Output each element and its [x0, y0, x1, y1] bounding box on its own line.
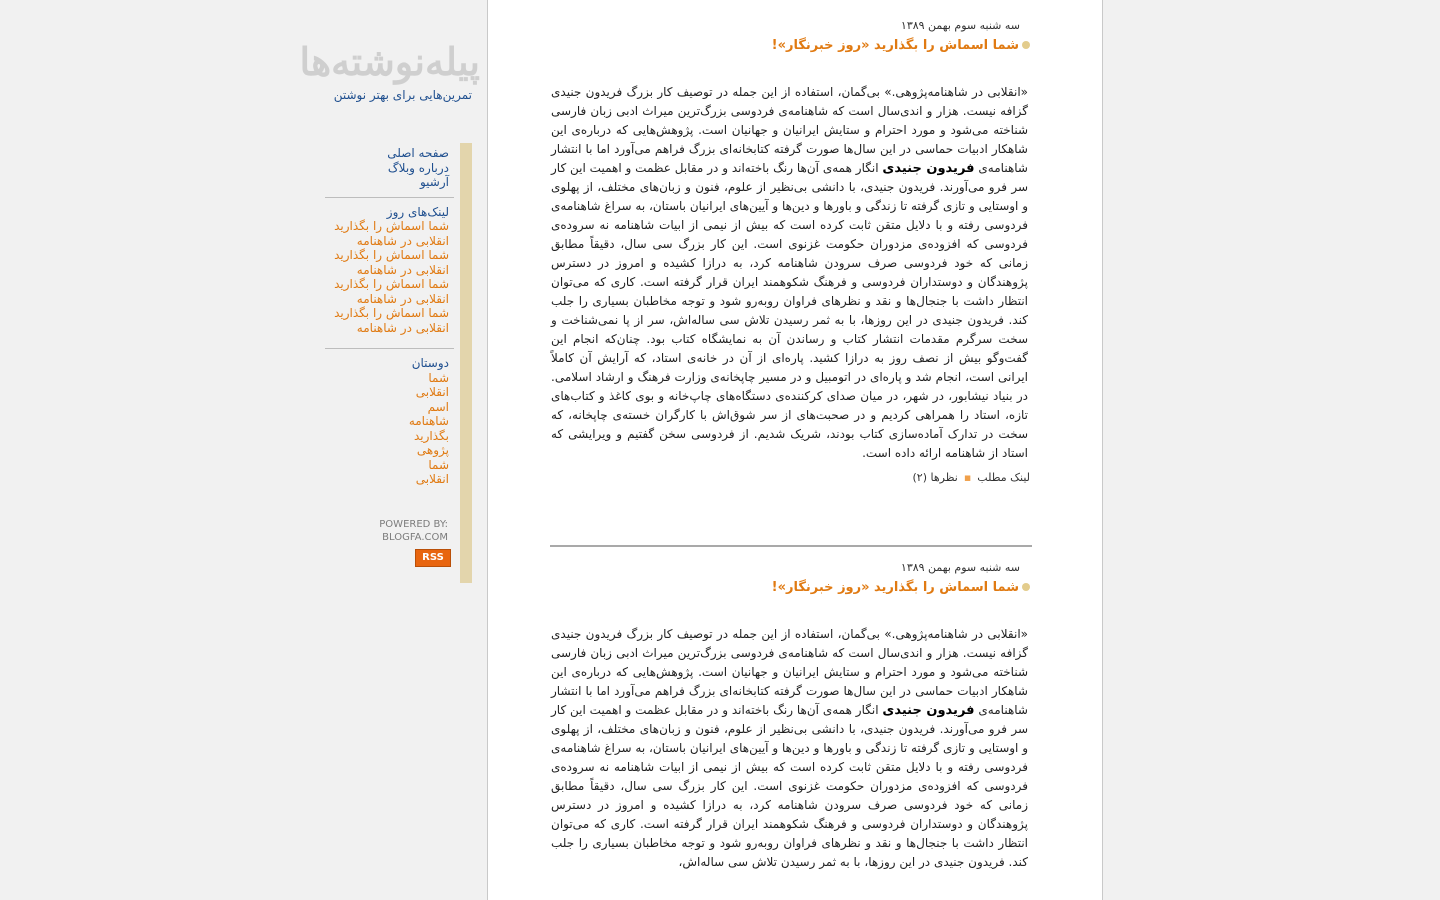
- bullet-icon: ▪: [963, 471, 972, 484]
- friend-link[interactable]: بگذارید: [413, 428, 449, 443]
- post-date: سه شنبه سوم بهمن ۱۳۸۹: [900, 19, 1020, 32]
- content-column: [487, 0, 1103, 900]
- rss-button[interactable]: RSS: [415, 549, 451, 567]
- daily-link[interactable]: انقلابی در شاهنامه: [356, 320, 449, 335]
- post-body-text: انگار همه‌ی آن‌ها رنگ باخته‌اند و در مقابل عظمت و اهمیت این کار سر فرو می‌آورند. فریدون جنیدی، با دانشی بی‌نظیر از علوم، فنون و زبان‌های مختلف، از پهلوی و اوستایی و تازی گرفته تا زندگی و باورها و دین‌ها و آیین‌های ایرانیان باستان، به سراغ شاهنامه‌ی فردوسی رفته و با دلایل متقن ثابت کرده است که بیش از نیمی از ابیات شاهنامه نه سروده‌ی فردوسی که افزوده‌ی مزدوران حکومت غزنوی است. این کار بزرگ سی سال، دقیقاً مطابق زمانی که خود فردوسی صرف سرودن شاهنامه کرد، به درازا کشیده و امروز در دسترس پژوهندگان و دوستداران فردوسی و فرهنگ شکوهمند ایران قرار گرفته است. کاری که می‌توان انتظار داشت با جنجال‌ها و نقد و نظرهای فراوان روبه‌رو شود و توجه مخاطبان بسیاری را جلب کند. فریدون جنیدی در این روزها، با به ثمر رسیدن تلاش سی ساله‌اش،: [551, 703, 1028, 869]
- post-author-name: فریدون جنیدی: [882, 703, 975, 718]
- daily-link[interactable]: شما اسماش را بگذارید: [334, 277, 449, 291]
- sidebar-divider: [325, 348, 454, 349]
- post-divider: [550, 545, 1032, 547]
- post-date: سه شنبه سوم بهمن ۱۳۸۹: [900, 561, 1020, 574]
- friends-heading: دوستان: [411, 356, 449, 370]
- daily-link[interactable]: انقلابی در شاهنامه: [356, 291, 449, 306]
- bullet-icon: [1022, 41, 1030, 49]
- friend-link[interactable]: شما: [428, 370, 449, 385]
- sidebar-divider: [325, 197, 454, 198]
- post-title[interactable]: [550, 578, 1030, 596]
- post-body-text: انگار همه‌ی آن‌ها رنگ باخته‌اند و در مقابل عظمت و اهمیت این کار سر فرو می‌آورند. فریدون جنیدی، با دانشی بی‌نظیر از علوم، فنون و زبان‌های مختلف، از پهلوی و اوستایی و تازی گرفته تا زندگی و باورها و دین‌ها و آیین‌های ایرانیان باستان، به سراغ شاهنامه‌ی فردوسی رفته و با دلایل متقن ثابت کرده است که بیش از نیمی از ابیات شاهنامه نه سروده‌ی فردوسی که افزوده‌ی مزدوران حکومت غزنوی است. این کار بزرگ سی سال، دقیقاً مطابق زمانی که خود فردوسی صرف سرودن شاهنامه کرد، به درازا کشیده و امروز در دسترس پژوهندگان و دوستداران فردوسی و فرهنگ شکوهمند ایران قرار گرفته است. کاری که می‌توان انتظار داشت با جنجال‌ها و نقد و نظرهای فراوان روبه‌رو شود و توجه مخاطبان بسیاری را جلب کند. فریدون جنیدی در این روزها، با به ثمر رسیدن تلاش سی ساله‌اش، سر از پا نمی‌شناخت و سخت سرگرم مقدمات انتشار کتاب و رساندن آن به نمایشگاه کتاب بود. چنان‌که انجام این گفت‌وگو بیش از نصف روز به درازا کشید. پاره‌ای از آن در خانه‌ی استاد، که آرایش آن کاملاً ایرانی است، انجام شد و پاره‌ای در اتومبیل و در مسیر چاپخانه‌ی وزارت فرهنگ و ارشاد اسلامی. در بنیاد نیشابور، در شهر، در میان صدای کرکننده‌ی دستگاه‌های چاپ‌خانه و بوی کاغذ و کتاب‌های تازه، استاد را همراهی کردیم و در صحبت‌های از سر شوق‌اش با کارگران خسته‌ی چاپخانه، که سخت در تدارک آماده‌سازی کتاب بودند، شریک شدیم. از فردوسی سخن گفتیم و ویرایشی که استاد از شاهنامه ارائه داده است.: [551, 161, 1028, 460]
- daily-link[interactable]: شما اسماش را بگذارید: [334, 306, 449, 320]
- nav-archive-link[interactable]: آرشیو: [419, 175, 449, 189]
- friend-link[interactable]: اسم: [427, 399, 449, 414]
- permalink-link[interactable]: لینک مطلب: [977, 471, 1030, 484]
- post-body: [551, 625, 1030, 872]
- post-author-name: فریدون جنیدی: [882, 161, 975, 176]
- post-body-text: «انقلابی در شاهنامه‌پژوهی.» بی‌گمان، استفاده از این جمله در توصیف کار بزرگ فریدون جنیدی گزافه نیست. هزار و اندی‌سال است که شاهنامه‌ی فردوسی بزرگ‌ترین میراث ادبی زبان فارسی شناخته می‌شود و مورد احترام و ستایش ایرانیان و جهانیان است. پژوهش‌هایی که درباره‌ی این شاهکار ادبیات حماسی در این سال‌ها صورت گرفته کتابخانه‌ای بزرگ فراهم می‌آورد اما با انتشار شاهنامه‌ی: [551, 627, 1028, 717]
- post: [550, 561, 1030, 872]
- friend-link[interactable]: شما: [428, 457, 449, 472]
- post-title[interactable]: [550, 36, 1030, 54]
- powered-by[interactable]: [370, 518, 448, 544]
- friend-link[interactable]: انقلابی: [415, 385, 449, 399]
- post-title-text[interactable]: شما اسماش را بگذارید «روز خبرنگار»!: [771, 579, 1019, 595]
- sidebar: [325, 146, 449, 487]
- friend-link[interactable]: پژوهی: [416, 443, 449, 457]
- nav-home-link[interactable]: صفحه اصلی: [387, 146, 449, 160]
- powered-by-label: POWERED BY:: [379, 519, 448, 530]
- daily-link[interactable]: انقلابی در شاهنامه: [356, 233, 449, 248]
- sidebar-nav: [325, 146, 449, 190]
- daily-link[interactable]: شما اسماش را بگذارید: [334, 219, 449, 233]
- friends-section: [325, 356, 449, 487]
- post-title-text[interactable]: شما اسماش را بگذارید «روز خبرنگار»!: [771, 37, 1019, 53]
- post-body: [551, 83, 1030, 463]
- post-body-text: «انقلابی در شاهنامه‌پژوهی.» بی‌گمان، استفاده از این جمله در توصیف کار بزرگ فریدون جنیدی گزافه نیست. هزار و اندی‌سال است که شاهنامه‌ی فردوسی بزرگ‌ترین میراث ادبی زبان فارسی شناخته می‌شود و مورد احترام و ستایش ایرانیان و جهانیان است. پژوهش‌هایی که درباره‌ی این شاهکار ادبیات حماسی در این سال‌ها صورت گرفته کتابخانه‌ای بزرگ فراهم می‌آورد اما با انتشار شاهنامه‌ی: [551, 85, 1028, 175]
- friend-link[interactable]: شاهنامه: [408, 414, 449, 428]
- sidebar-accent-bar: [460, 143, 472, 583]
- bullet-icon: [1022, 583, 1030, 591]
- blog-logo[interactable]: پیله‌نوشته‌ها: [299, 39, 480, 84]
- blog-header: [300, 40, 480, 102]
- post-footer: [550, 471, 1030, 484]
- friend-link[interactable]: انقلابی: [415, 472, 449, 486]
- daily-links-heading: لینک‌های روز: [386, 204, 449, 219]
- daily-link[interactable]: شما اسماش را بگذارید: [334, 248, 449, 262]
- post: [550, 19, 1030, 484]
- comments-link[interactable]: نظرها (۲): [912, 471, 958, 484]
- nav-about-link[interactable]: درباره وبلاگ: [387, 160, 449, 175]
- daily-link[interactable]: انقلابی در شاهنامه: [356, 262, 449, 277]
- powered-by-site: BLOGFA.COM: [382, 532, 448, 543]
- daily-links-section: [325, 205, 449, 336]
- blog-tagline: تمرین‌هایی برای بهتر نوشتن: [333, 88, 472, 102]
